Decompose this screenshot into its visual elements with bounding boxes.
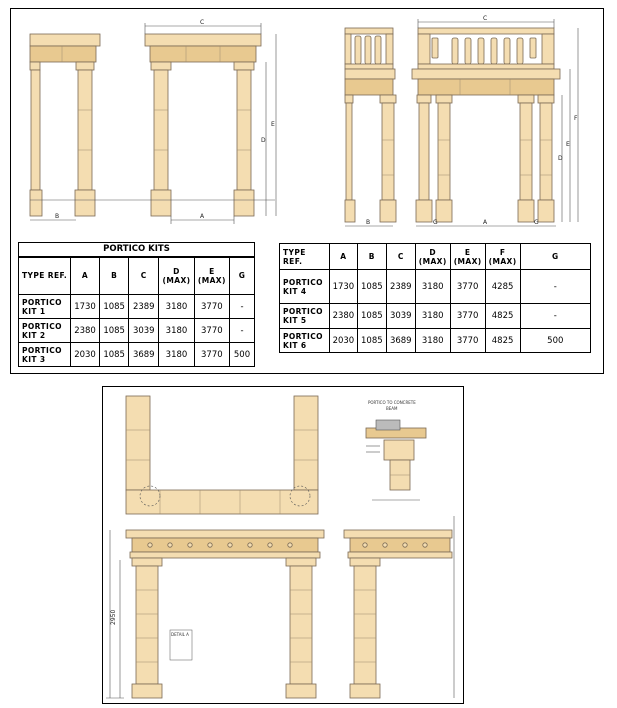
dim-label-g-2b: G bbox=[534, 219, 539, 226]
dim-label-f-2: F bbox=[574, 115, 578, 122]
col-header-type-ref: TYPE REF. bbox=[19, 257, 71, 295]
col-header-a: A bbox=[70, 257, 99, 295]
col-header-e: E (MAX) bbox=[450, 244, 485, 270]
table-row bbox=[19, 319, 255, 343]
col-header-c: C bbox=[129, 257, 159, 295]
cell: 500 bbox=[520, 329, 590, 353]
cell-ref: PORTICO KIT 5 bbox=[280, 304, 330, 329]
cell: 2389 bbox=[386, 270, 415, 304]
cell: 4825 bbox=[485, 329, 520, 353]
cell: 4825 bbox=[485, 304, 520, 329]
col-header-a: A bbox=[329, 244, 357, 270]
cell: 3770 bbox=[194, 343, 229, 367]
dim-label-g-2a: G bbox=[433, 219, 438, 226]
detail-note-1: DETAIL A bbox=[171, 632, 189, 637]
portico-kits-table-1 bbox=[18, 242, 255, 367]
table-row bbox=[19, 343, 255, 367]
cell: 3180 bbox=[415, 270, 450, 304]
col-header-f: F (MAX) bbox=[485, 244, 520, 270]
dim-label-a-2: A bbox=[483, 219, 488, 226]
table-row bbox=[19, 295, 255, 319]
table-title: PORTICO KITS bbox=[19, 243, 255, 257]
portico-plan-view bbox=[126, 396, 318, 514]
cell: - bbox=[230, 295, 255, 319]
portico-front-elevation bbox=[106, 530, 324, 698]
cell: - bbox=[520, 304, 590, 329]
cell: 3770 bbox=[194, 295, 229, 319]
cell: 3180 bbox=[415, 304, 450, 329]
table-row bbox=[280, 270, 591, 304]
col-header-b: B bbox=[357, 244, 386, 270]
cell: 2380 bbox=[329, 304, 357, 329]
cell: 1085 bbox=[100, 343, 129, 367]
cell: 1085 bbox=[357, 329, 386, 353]
cell-ref: PORTICO KIT 2 bbox=[19, 319, 71, 343]
cell: 1085 bbox=[357, 270, 386, 304]
col-header-e: E (MAX) bbox=[194, 257, 229, 295]
table-row bbox=[280, 329, 591, 353]
col-header-g: G bbox=[520, 244, 590, 270]
height-dimension-label: 2950 bbox=[110, 609, 117, 625]
cell-ref: PORTICO KIT 4 bbox=[280, 270, 330, 304]
cell: 4285 bbox=[485, 270, 520, 304]
cell: 1730 bbox=[329, 270, 357, 304]
cell: 2030 bbox=[70, 343, 99, 367]
col-header-b: B bbox=[100, 257, 129, 295]
cell: 3039 bbox=[386, 304, 415, 329]
cell-ref: PORTICO KIT 6 bbox=[280, 329, 330, 353]
portico-kits-table-2 bbox=[279, 243, 591, 353]
cell: 3039 bbox=[129, 319, 159, 343]
detail-title-1: PORTICO TO CONCRETE bbox=[368, 400, 416, 405]
cell: 3180 bbox=[159, 343, 194, 367]
cell: 1730 bbox=[70, 295, 99, 319]
cell: 1085 bbox=[100, 295, 129, 319]
cell: 3689 bbox=[386, 329, 415, 353]
cell: 3770 bbox=[194, 319, 229, 343]
portico-kit-elevation-2 bbox=[345, 19, 578, 226]
dim-label-d-1: D bbox=[261, 137, 266, 144]
cell: 2030 bbox=[329, 329, 357, 353]
cell: 2380 bbox=[70, 319, 99, 343]
portico-detail-section bbox=[366, 420, 426, 500]
dim-label-e-2: E bbox=[566, 141, 570, 148]
cell: 2389 bbox=[129, 295, 159, 319]
portico-side-elevation bbox=[344, 516, 454, 698]
cell: 500 bbox=[230, 343, 255, 367]
dim-label-c-2: C bbox=[483, 15, 488, 22]
cell: 3770 bbox=[450, 270, 485, 304]
dim-label-e-1: E bbox=[271, 121, 275, 128]
cell: 3689 bbox=[129, 343, 159, 367]
cell: - bbox=[230, 319, 255, 343]
col-header-g: G bbox=[230, 257, 255, 295]
dim-label-c-1: C bbox=[200, 19, 205, 26]
cell-ref: PORTICO KIT 3 bbox=[19, 343, 71, 367]
table-row bbox=[280, 304, 591, 329]
col-header-d: D (MAX) bbox=[415, 244, 450, 270]
cell: 3180 bbox=[159, 319, 194, 343]
dim-label-b-2: B bbox=[366, 219, 371, 226]
cell: 1085 bbox=[357, 304, 386, 329]
cell: 3770 bbox=[450, 329, 485, 353]
col-header-type-ref: TYPE REF. bbox=[280, 244, 330, 270]
col-header-c: C bbox=[386, 244, 415, 270]
cell: 3770 bbox=[450, 304, 485, 329]
dim-label-a-1: A bbox=[200, 213, 205, 220]
portico-kit-elevation-1 bbox=[30, 23, 276, 224]
cell: 3180 bbox=[159, 295, 194, 319]
cell: 3180 bbox=[415, 329, 450, 353]
col-header-d: D (MAX) bbox=[159, 257, 194, 295]
dim-label-d-2: D bbox=[558, 155, 563, 162]
cell: - bbox=[520, 270, 590, 304]
cell: 1085 bbox=[100, 319, 129, 343]
detail-title-2: BEAM bbox=[386, 406, 398, 411]
cell-ref: PORTICO KIT 1 bbox=[19, 295, 71, 319]
dim-label-b-1: B bbox=[55, 213, 60, 220]
